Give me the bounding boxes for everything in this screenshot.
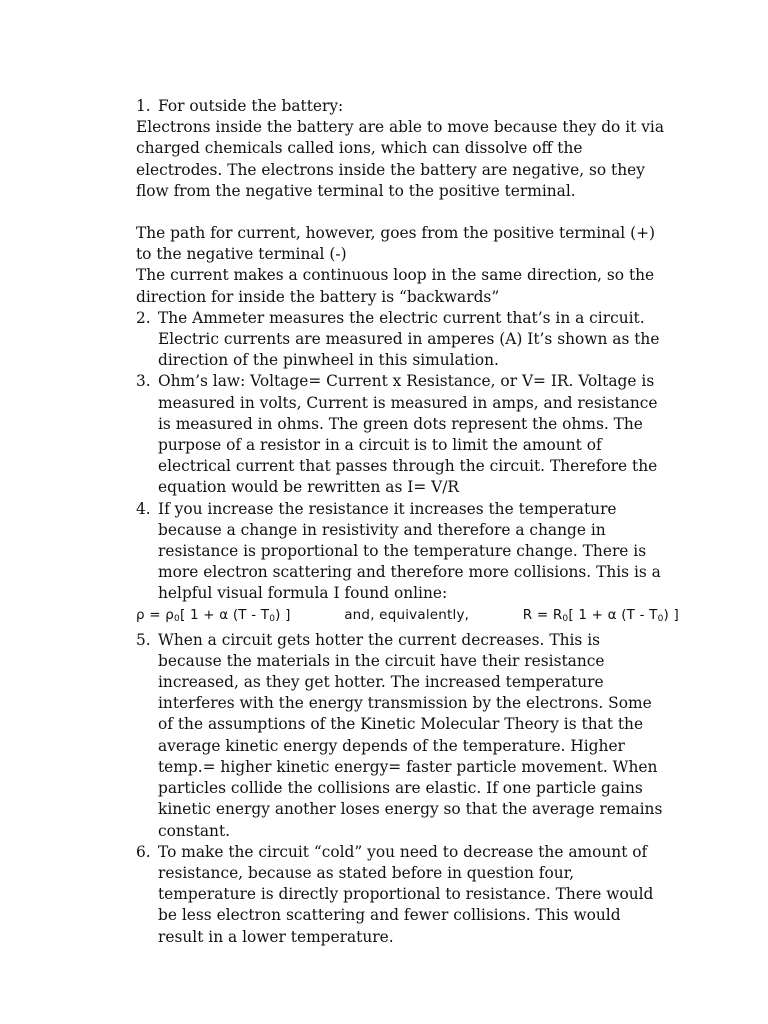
formula-subscript: 0 bbox=[269, 613, 276, 624]
item-heading: For outside the battery: bbox=[158, 97, 344, 115]
formula-resistivity bbox=[136, 605, 291, 630]
list-item-6 bbox=[136, 842, 664, 948]
resistivity-formula bbox=[136, 605, 679, 630]
formula-subscript: 0 bbox=[657, 613, 664, 624]
list-item-2 bbox=[136, 308, 664, 372]
list-item-1 bbox=[136, 96, 664, 117]
item-text: If you increase the resistance it increases the temperature because a change in resistivity and therefore a change in resistance is proportional to the temperature change. There is more electron scattering and therefore more collisions. This is a helpful visual formula I found online: bbox=[158, 499, 661, 603]
formula-subscript: 0 bbox=[562, 613, 569, 624]
paragraph-current-loop: The current makes a continuous loop in the same direction, so the direction for inside the battery is “backwards” bbox=[136, 266, 655, 306]
formula-part: ) ] bbox=[663, 606, 679, 623]
document-body bbox=[136, 96, 679, 948]
list-item-3 bbox=[136, 371, 664, 498]
list-item-5 bbox=[136, 630, 664, 842]
item-number: 6. bbox=[136, 842, 151, 861]
item-number: 3. bbox=[136, 372, 151, 391]
formula-part: ρ = ρ bbox=[136, 606, 175, 623]
formula-part: [ 1 + α (T - T bbox=[568, 606, 658, 623]
item-text: When a circuit gets hotter the current decreases. This is because the materials in the circuit have their resistance increased, as they get hotter. The increased temperature interferes with the energy transmission by the electrons. Some of the assumptions of the Kinetic Molecular Theory is that the average kinetic energy depends of the temperature. Higher temp.= higher kinetic energy= faster particle movement. When particles collide the collisions are elastic. If one particle gains kinetic energy another loses energy so that the average remains constant. bbox=[158, 630, 663, 840]
item-text: To make the circuit “cold” you need to decrease the amount of resistance, because as stated before in question four, temperature is directly proportional to resistance. There would be less electron scattering and fewer collisions. This would result in a lower temperature. bbox=[158, 842, 654, 946]
formula-subscript: 0 bbox=[174, 613, 180, 624]
formula-part: [ 1 + α (T - T bbox=[179, 606, 270, 623]
item-number: 5. bbox=[136, 630, 151, 649]
paragraph-electrons: Electrons inside the battery are able to move because they do it via charged chemicals called ions, which can dissolve off the electrodes. The electrons inside the battery are negative, so they flow from the negative terminal to the positive terminal. bbox=[136, 118, 664, 200]
formula-resistance bbox=[523, 605, 679, 630]
formula-connector: and, equivalently, bbox=[344, 606, 470, 623]
item-text: Ohm’s law: Voltage= Current x Resistance, or V= IR. Voltage is measured in volts, Current is measured in amps, and resistance is measured in ohms. The green dots represent the ohms. The purpose of a resistor in a circuit is to limit the amount of electrical current that passes through the circuit. Therefore the equation would be rewritten as I= V/R bbox=[158, 372, 658, 497]
item-text: The Ammeter measures the electric current that’s in a circuit. Electric currents are measured in amperes (A) It’s shown as the direction of the pinwheel in this simulation. bbox=[158, 308, 660, 370]
paragraph-current-path: The path for current, however, goes from the positive terminal (+) to the negative terminal (-) bbox=[136, 224, 655, 264]
formula-part: ) ] bbox=[275, 606, 291, 623]
formula-part: R = R bbox=[522, 606, 563, 623]
blank-line bbox=[136, 202, 664, 223]
item-number: 1. bbox=[136, 97, 151, 115]
item-number: 2. bbox=[136, 308, 151, 327]
list-item-4 bbox=[136, 499, 664, 605]
item-number: 4. bbox=[136, 499, 151, 518]
